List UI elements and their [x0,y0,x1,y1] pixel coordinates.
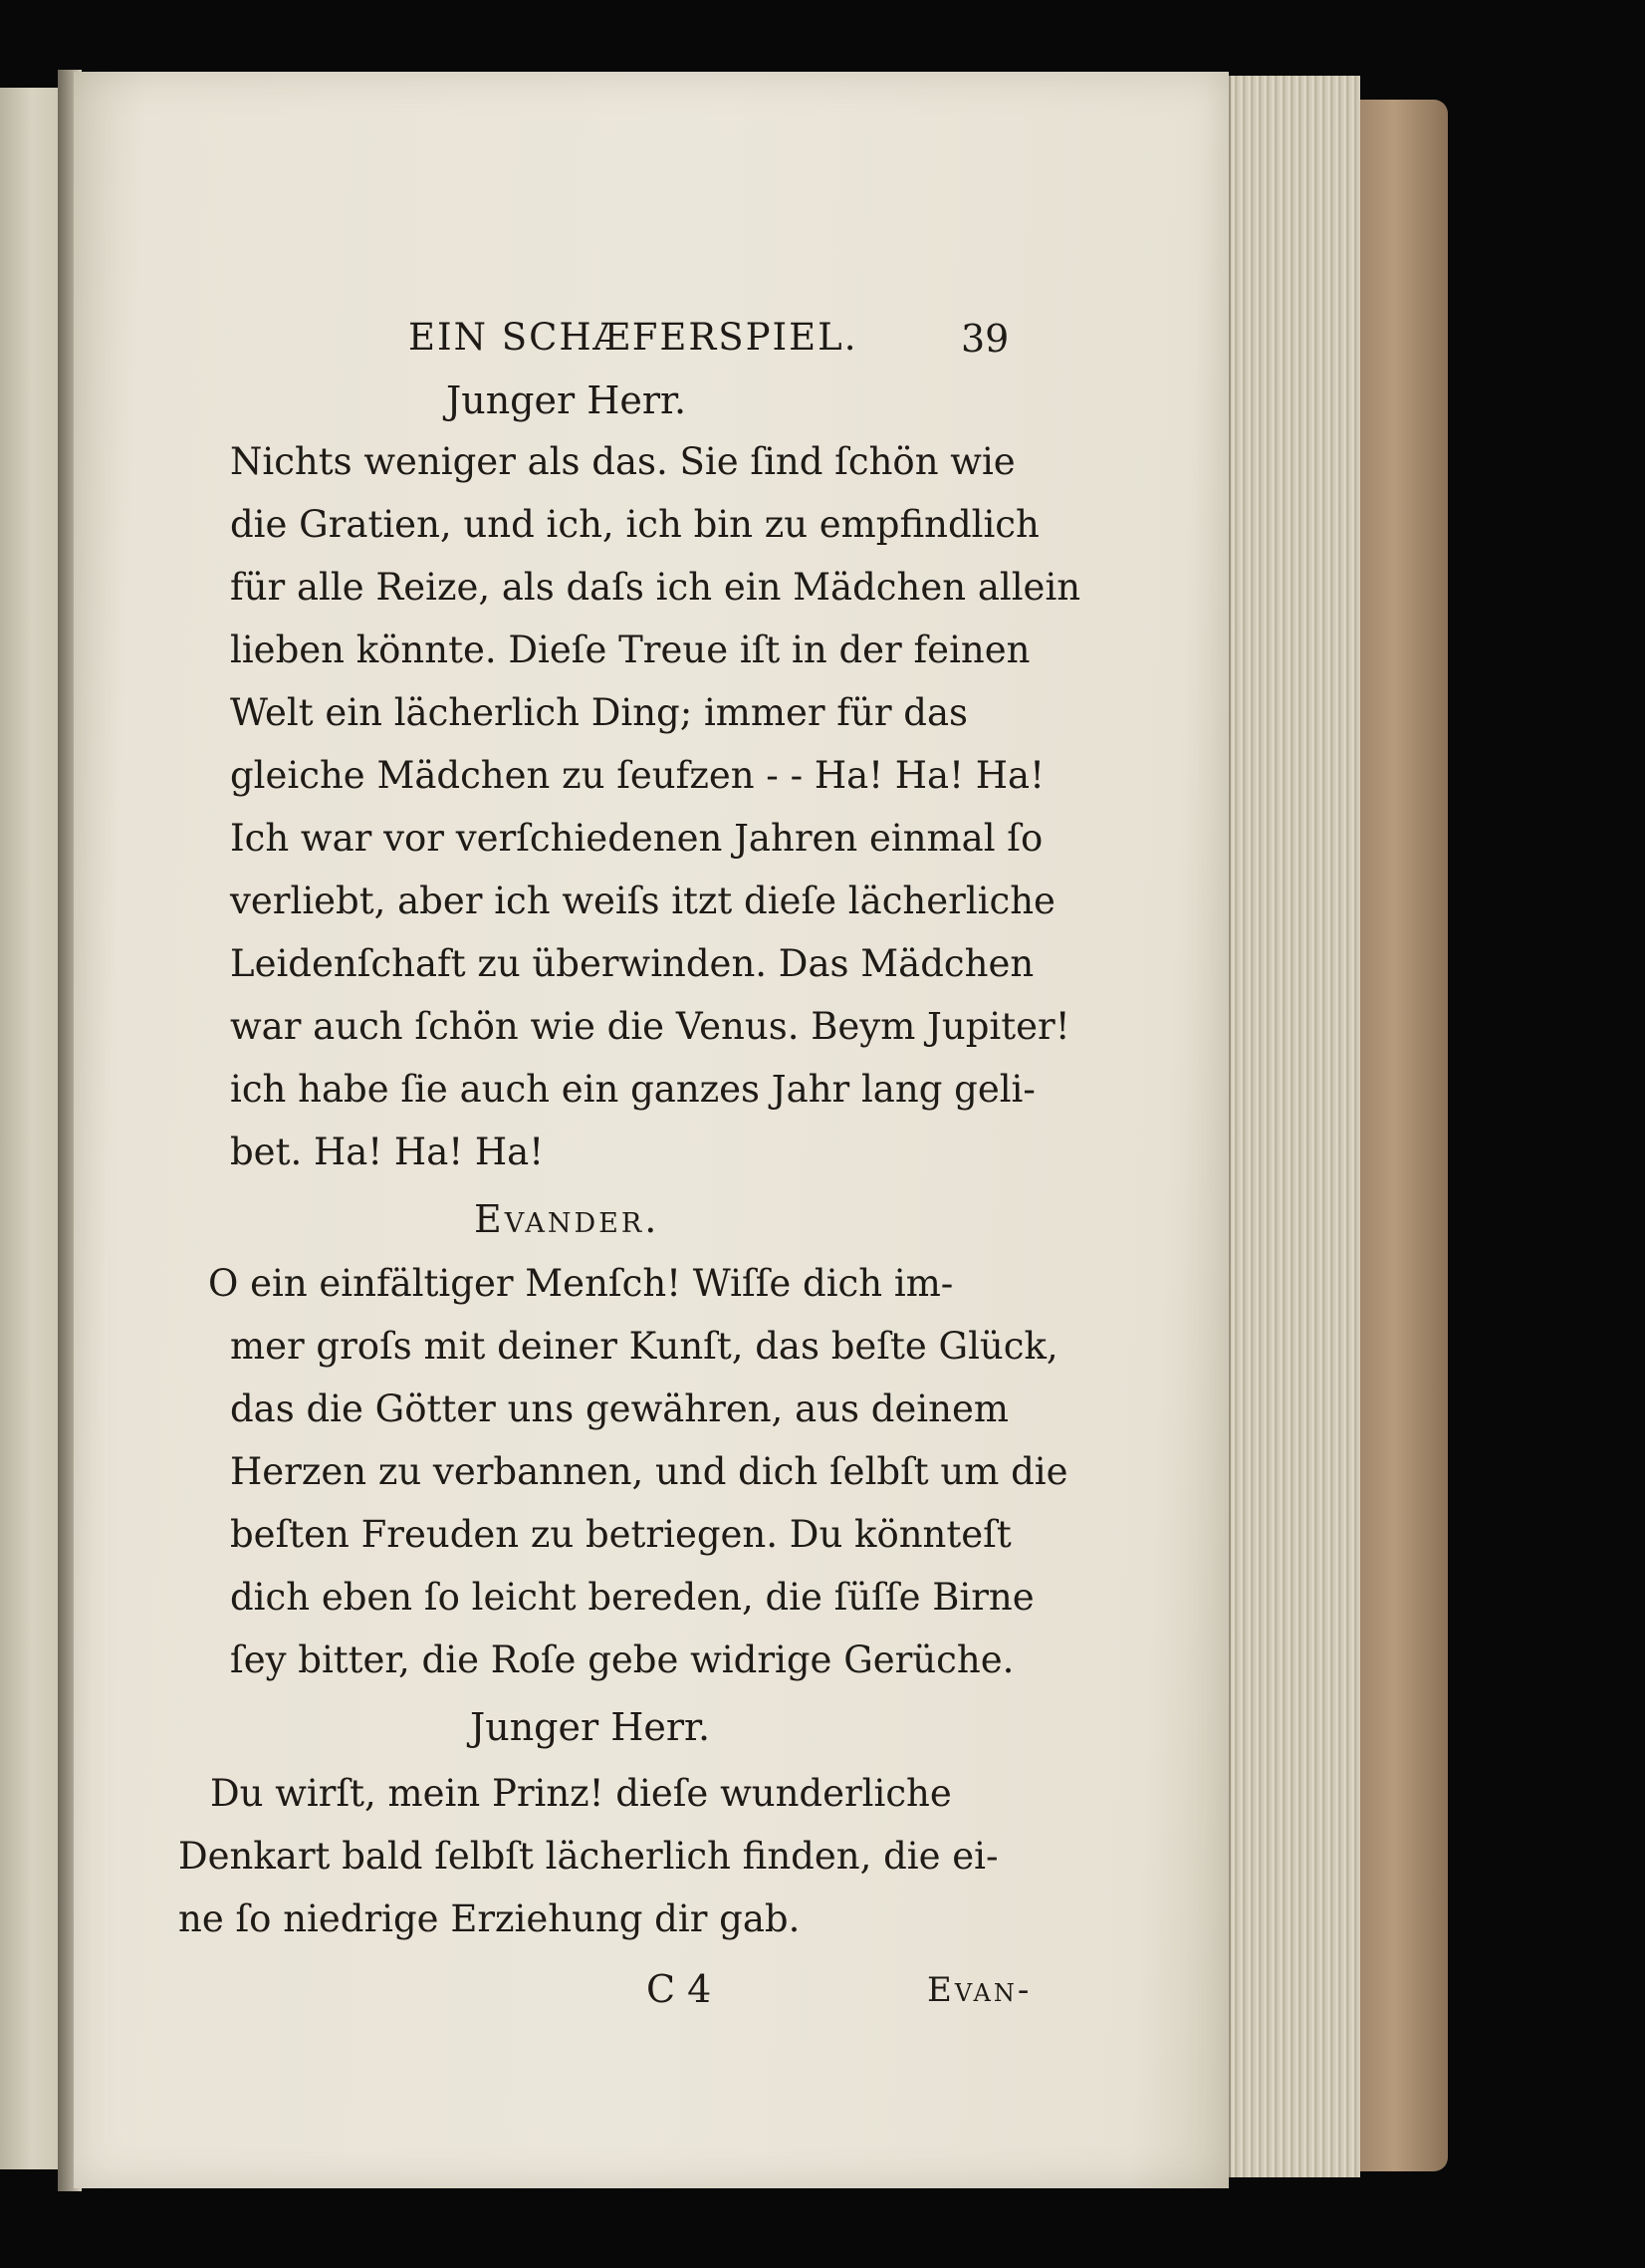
text-line: lieben könnte. Dieſe Treue iſt in der feinen [230,629,1031,671]
text-line: Nichts weniger als das. Sie ſind ſchön wie [230,440,1016,483]
text-line: O ein einfältiger Menſch! Wiſſe dich im- [208,1262,954,1305]
text-line: dich eben ſo leicht bereden, die ſüſſe Birne [230,1576,1035,1619]
text-line: war auch ſchön wie die Venus. Beym Jupiter! [230,1005,1070,1048]
text-line: bet. Ha! Ha! Ha! [230,1131,545,1173]
text-line: ſey bitter, die Roſe gebe widrige Gerüche. [230,1638,1015,1681]
text-line: Herzen zu verbannen, und dich ſelbſt um die [230,1450,1068,1493]
text-line: die Gratien, und ich, ich bin zu empfindlich [230,503,1040,546]
text-line: ich habe ſie auch ein ganzes Jahr lang geli- [230,1068,1036,1111]
page-block-edges [1229,76,1360,2177]
catchword: Evan- [927,1970,1033,2010]
speaker-heading: Evander. [474,1197,660,1241]
running-head: EIN SCHÆFERSPIEL. [408,316,858,359]
text-line: Ich war vor verſchiedenen Jahren einmal ſo [230,817,1044,860]
text-line: Welt ein lächerlich Ding; immer für das [230,691,968,734]
text-line: mer groſs mit deiner Kunſt, das beſte Glück, [230,1325,1058,1368]
text-line: das die Götter uns gewähren, aus deinem [230,1387,1009,1430]
text-line: ne ſo niedrige Erziehung dir gab. [178,1897,801,1940]
signature-mark: C 4 [646,1967,712,2011]
text-line: beſten Freuden zu betriegen. Du könnteſt [230,1513,1012,1556]
text-line: für alle Reize, als daſs ich ein Mädchen allein [230,566,1081,609]
facing-page-edge [0,88,60,2169]
text-line: Leidenſchaft zu überwinden. Das Mädchen [230,942,1035,985]
speaker-heading: Junger Herr. [470,1705,711,1749]
book-page [74,72,1229,2188]
text-line: gleiche Mädchen zu ſeufzen - - Ha! Ha! Ha! [230,754,1045,797]
text-line: Denkart bald ſelbſt lächerlich finden, die ei- [178,1835,999,1878]
text-line: verliebt, aber ich weiſs itzt dieſe lächerliche [230,880,1056,922]
book-cover-edge [1358,100,1448,2171]
speaker-heading: Junger Herr. [446,378,687,422]
text-line: Du wirſt, mein Prinz! dieſe wunderliche [210,1772,952,1815]
page-number: 39 [961,317,1010,361]
